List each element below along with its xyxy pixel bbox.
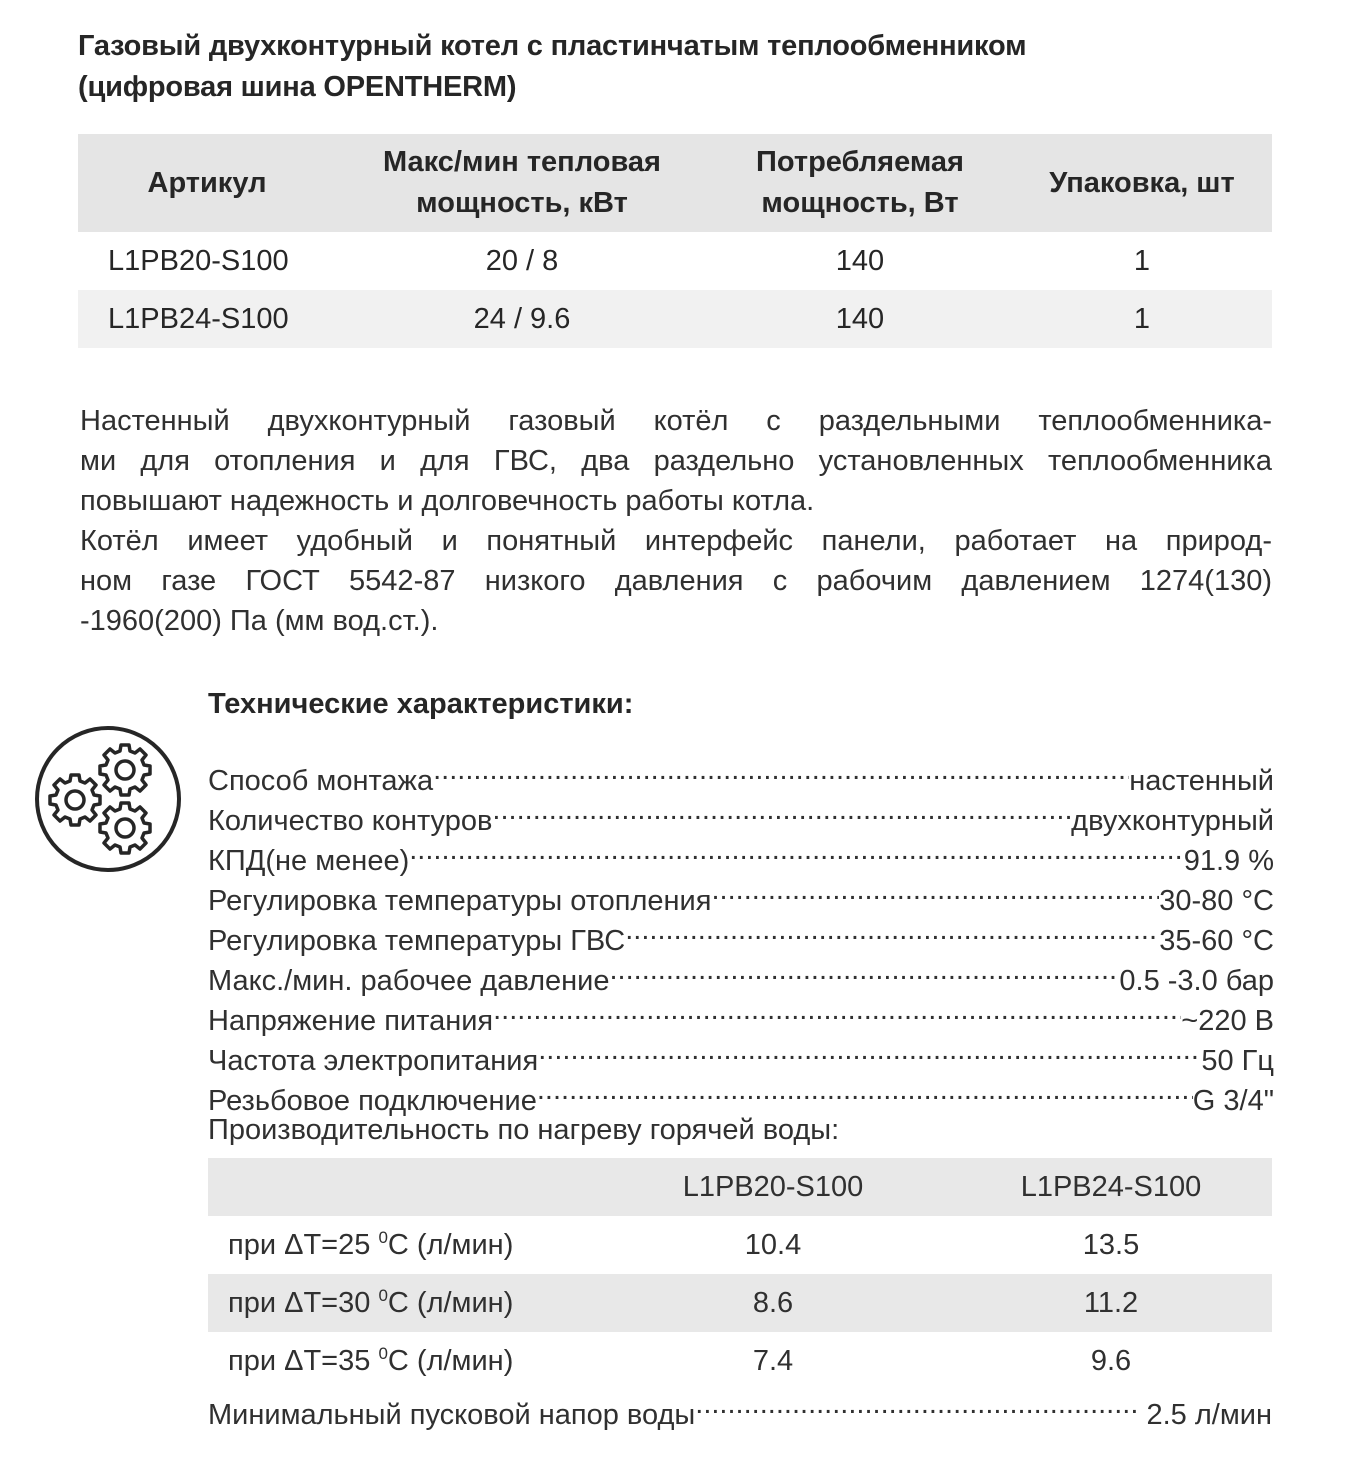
leader-dots	[537, 1070, 1193, 1110]
cell-article: L1PB24-S100	[108, 302, 289, 335]
performance-col-header: L1PB24-S100	[1020, 1170, 1202, 1203]
specs-list	[208, 750, 1274, 1117]
min-pressure-spec	[208, 1384, 1272, 1431]
cell-consumed: 140	[835, 302, 885, 335]
spec-row	[208, 1384, 1272, 1431]
header-article: Артикул	[147, 166, 267, 199]
specs-title: Технические характеристики:	[208, 688, 634, 720]
title-line-1: Газовый двухконтурный котел с пластинчатым теплообменником	[78, 30, 1027, 62]
performance-value: 7.4	[752, 1344, 794, 1377]
spec-label: Напряжение питания	[208, 1005, 494, 1037]
models-table-header	[78, 134, 1272, 232]
performance-value: 10.4	[744, 1228, 802, 1261]
spec-label: Количество контуров	[208, 805, 493, 837]
leader-dots	[625, 910, 1159, 950]
performance-value: 11.2	[1083, 1286, 1139, 1319]
leader-dots	[538, 1030, 1201, 1070]
performance-value: 13.5	[1082, 1228, 1140, 1261]
table-row	[78, 232, 1272, 290]
spec-label: Регулировка температуры ГВС	[208, 925, 626, 957]
cell-package: 1	[1133, 244, 1151, 277]
table-row	[78, 290, 1272, 348]
description-line: Настенный двухконтурный газовый котёл с раздельными теплообменника-	[80, 405, 1272, 437]
header-package: Упаковка, шт	[1049, 166, 1235, 199]
table-row	[208, 1332, 1272, 1390]
gears-icon	[33, 724, 183, 874]
leader-dots	[409, 830, 1183, 870]
description-line: ном газе ГОСТ 5542-87 низкого давления с рабочим давлением 1274(130)	[80, 565, 1272, 597]
performance-condition: при ΔТ=25 $^0$С (л/мин)	[228, 1228, 514, 1261]
cell-power: 20 / 8	[485, 244, 559, 277]
leader-dots	[609, 950, 1119, 990]
performance-title: Производительность по нагреву горячей воды:	[208, 1114, 840, 1146]
leader-dots	[711, 870, 1159, 910]
description-line: Котёл имеет удобный и понятный интерфейс панели, работает на природ-	[80, 525, 1272, 557]
leader-dots	[695, 1384, 1138, 1424]
spec-label: Частота электропитания	[208, 1045, 539, 1077]
leader-dots	[433, 750, 1129, 790]
description-line: -1960(200) Па (мм вод.ст.).	[80, 605, 439, 637]
spec-label: Регулировка температуры отопления	[208, 885, 712, 917]
leader-dots	[492, 790, 1071, 830]
table-row	[208, 1216, 1272, 1274]
cell-power: 24 / 9.6	[473, 302, 571, 335]
cell-consumed: 140	[835, 244, 885, 277]
spec-label: Резьбовое подключение	[208, 1085, 537, 1117]
header-consumed: Потребляемая мощность, Вт	[756, 146, 964, 219]
spec-label: Способ монтажа	[208, 765, 434, 797]
spec-row	[208, 750, 1274, 797]
models-table	[78, 134, 1272, 348]
performance-col-header: L1PB20-S100	[682, 1170, 864, 1203]
leader-dots	[493, 990, 1181, 1030]
spec-label: КПД(не менее)	[208, 845, 410, 877]
spec-value: ~220 В	[1181, 1005, 1274, 1037]
spec-value: двухконтурный	[1071, 805, 1274, 837]
description-line: повышают надежность и долговечность работы котла.	[80, 485, 815, 517]
cell-package: 1	[1133, 302, 1151, 335]
spec-value: настенный	[1129, 765, 1274, 797]
spec-value: G 3/4"	[1192, 1085, 1274, 1117]
spec-value: 30-80 °С	[1159, 885, 1274, 917]
description-line: ми для отопления и для ГВС, два раздельно установленных теплообменника	[80, 445, 1272, 477]
spec-value: 2.5 л/мин	[1138, 1399, 1272, 1431]
cell-article: L1PB20-S100	[108, 244, 289, 277]
description	[80, 401, 1272, 641]
spec-label: Макс./мин. рабочее давление	[208, 965, 610, 997]
spec-label: Минимальный пусковой напор воды	[208, 1399, 696, 1431]
performance-header	[208, 1158, 1272, 1216]
performance-value: 9.6	[1090, 1344, 1132, 1377]
title-line-2: (цифровая шина OPENTHERM)	[78, 71, 517, 103]
page-title	[78, 26, 1278, 108]
spec-value: 0.5 -3.0 бар	[1119, 965, 1274, 997]
spec-value: 50 Гц	[1201, 1045, 1274, 1077]
performance-condition: при ΔТ=35 $^0$С (л/мин)	[228, 1344, 514, 1377]
performance-condition: при ΔТ=30 $^0$С (л/мин)	[228, 1286, 514, 1319]
spec-value: 91.9 %	[1183, 845, 1274, 877]
spec-value: 35-60 °С	[1159, 925, 1274, 957]
performance-value: 8.6	[752, 1286, 794, 1319]
performance-table	[208, 1158, 1272, 1390]
header-power: Макс/мин тепловая мощность, кВт	[383, 146, 661, 219]
table-row	[208, 1274, 1272, 1332]
